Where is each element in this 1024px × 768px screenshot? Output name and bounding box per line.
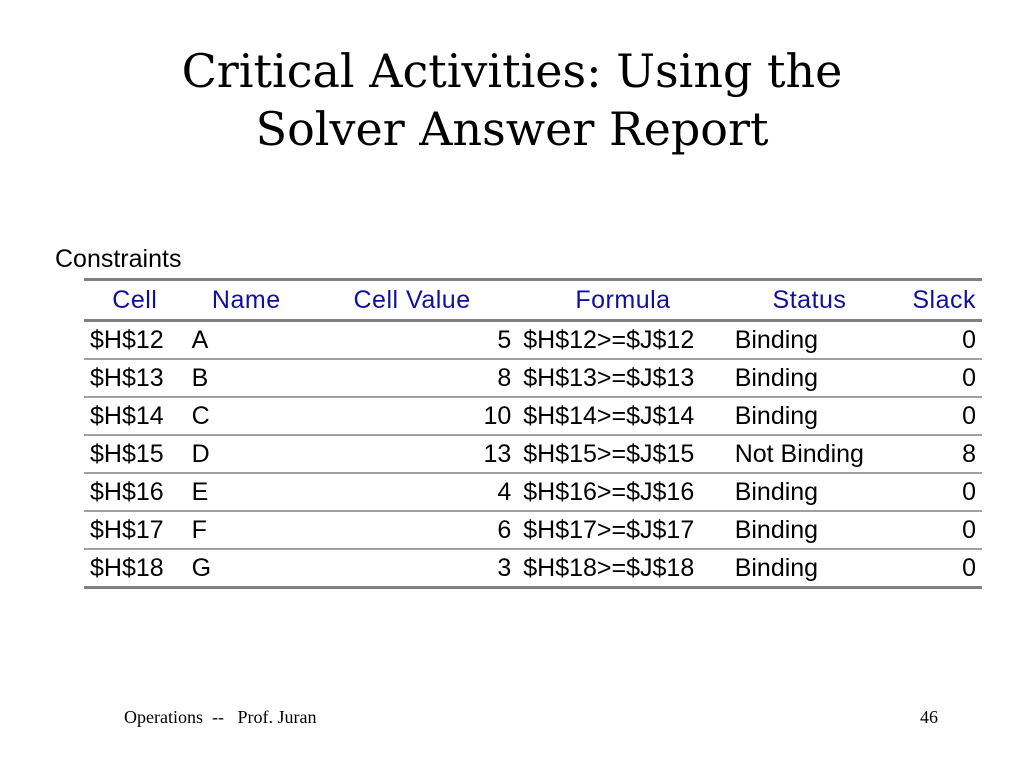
row-slack: 0 [962,553,976,582]
slide-title-line-1: Critical Activities: Using the [181,44,843,98]
row-status: Binding [734,401,819,430]
header-slack: Slack [912,285,976,314]
row-slack: 0 [962,363,976,392]
header-formula: Formula [575,285,671,314]
row-name: E [191,477,209,506]
row-cell: $H$16 [90,477,164,506]
row-cell: $H$17 [90,515,164,544]
slide-title-line-2: Solver Answer Report [255,102,769,156]
table-row [84,359,982,397]
header-cell-value: Cell Value [353,285,471,314]
table-row [84,397,982,435]
header-cell: Cell [112,285,158,314]
row-cell-value: 5 [497,325,512,354]
row-name: A [191,325,209,354]
row-formula: $H$13>=$J$13 [523,363,695,392]
row-formula: $H$17>=$J$17 [523,515,695,544]
page-number: 46 [920,707,938,727]
row-name: G [191,553,212,582]
row-slack: 0 [962,515,976,544]
row-cell-value: 13 [483,439,512,468]
row-slack: 8 [962,439,976,468]
row-cell: $H$14 [90,401,164,430]
row-name: C [191,401,210,430]
row-status: Binding [734,325,819,354]
row-cell: $H$15 [90,439,164,468]
row-cell-value: 4 [497,477,512,506]
table-header-row [84,280,982,321]
row-formula: $H$16>=$J$16 [523,477,695,506]
row-cell: $H$13 [90,363,164,392]
constraints-table [84,278,982,589]
header-status: Status [772,285,847,314]
row-formula: $H$14>=$J$14 [523,401,695,430]
table-row [84,511,982,549]
row-name: F [191,515,207,544]
row-name: D [191,439,210,468]
row-status: Not Binding [734,439,864,468]
row-formula: $H$15>=$J$15 [523,439,695,468]
row-status: Binding [734,363,819,392]
row-cell-value: 6 [497,515,512,544]
row-cell-value: 10 [483,401,512,430]
table-row [84,473,982,511]
row-cell: $H$12 [90,325,164,354]
table-row [84,435,982,473]
row-cell: $H$18 [90,553,164,582]
slide-title [0,42,1024,158]
row-slack: 0 [962,477,976,506]
row-status: Binding [734,553,819,582]
row-status: Binding [734,477,819,506]
row-slack: 0 [962,325,976,354]
row-status: Binding [734,515,819,544]
row-name: B [191,363,209,392]
table-row [84,321,982,360]
row-formula: $H$12>=$J$12 [523,325,695,354]
table-row [84,549,982,588]
row-cell-value: 3 [497,553,512,582]
row-cell-value: 8 [497,363,512,392]
row-formula: $H$18>=$J$18 [523,553,695,582]
constraints-label: Constraints [55,245,182,273]
footer-course-label: Operations -- Prof. Juran [124,707,317,727]
row-slack: 0 [962,401,976,430]
header-name: Name [211,285,281,314]
